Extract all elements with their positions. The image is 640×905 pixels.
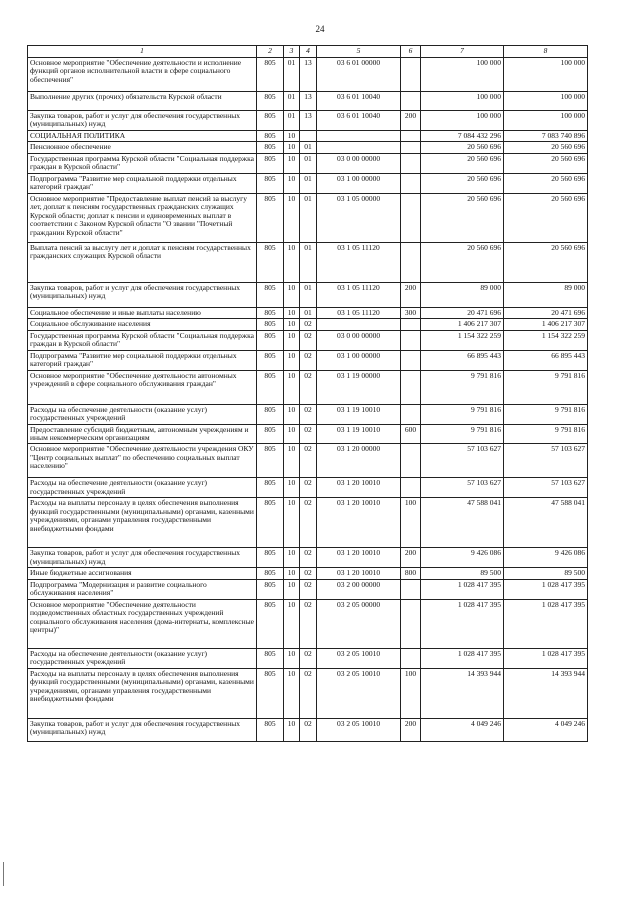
cell-name: Иные бюджетные ассигнования <box>28 568 257 579</box>
cell-name: Социальное обслуживание населения <box>28 319 257 330</box>
cell-target: 03 0 00 00000 <box>317 330 401 350</box>
cell-sum2: 100 000 <box>504 58 588 92</box>
cell-ministry: 805 <box>257 548 284 568</box>
table-row <box>28 548 588 568</box>
header-cell: 3 <box>284 46 300 58</box>
cell-section: 10 <box>284 718 300 741</box>
cell-sum1: 1 406 217 307 <box>421 319 504 330</box>
cell-sum1: 89 500 <box>421 568 504 579</box>
cell-vr <box>401 370 421 404</box>
cell-sum2: 9 791 816 <box>504 370 588 404</box>
cell-name: Закупка товаров, работ и услуг для обеспечения государственных (муниципальных) нужд <box>28 718 257 741</box>
cell-name: Основное мероприятие "Обеспечение деятельности автономных учреждений в сфере социального обслуживания граждан" <box>28 370 257 404</box>
cell-vr <box>401 330 421 350</box>
table-row <box>28 319 588 330</box>
cell-name: Расходы на выплаты персоналу в целях обеспечения выполнения функций государственными (муниципальными) органами, казенными учреждениями, органами управления государственными внебюджетными фондами <box>28 668 257 718</box>
cell-subsection: 02 <box>300 444 317 478</box>
cell-ministry: 805 <box>257 330 284 350</box>
cell-ministry: 805 <box>257 153 284 173</box>
table-row <box>28 153 588 173</box>
cell-ministry: 805 <box>257 130 284 141</box>
cell-vr: 200 <box>401 718 421 741</box>
cell-subsection: 01 <box>300 142 317 153</box>
cell-name: Расходы на обеспечение деятельности (оказание услуг) государственных учреждений <box>28 478 257 498</box>
cell-vr <box>401 142 421 153</box>
cell-sum2: 100 000 <box>504 111 588 131</box>
cell-name: Подпрограмма "Развитие мер социальной поддержки отдельных категорий граждан" <box>28 350 257 370</box>
cell-section: 10 <box>284 142 300 153</box>
cell-vr: 200 <box>401 548 421 568</box>
cell-section: 10 <box>284 444 300 478</box>
header-cell: 6 <box>401 46 421 58</box>
cell-sum2: 1 028 417 395 <box>504 648 588 668</box>
cell-name: Пенсионное обеспечение <box>28 142 257 153</box>
cell-ministry: 805 <box>257 193 284 242</box>
cell-sum2: 57 103 627 <box>504 478 588 498</box>
cell-vr: 100 <box>401 498 421 548</box>
cell-ministry: 805 <box>257 498 284 548</box>
cell-target: 03 2 00 00000 <box>317 579 401 599</box>
cell-target: 03 1 20 10010 <box>317 568 401 579</box>
cell-sum1: 57 103 627 <box>421 478 504 498</box>
cell-subsection: 13 <box>300 58 317 92</box>
cell-subsection <box>300 130 317 141</box>
cell-sum2: 100 000 <box>504 92 588 111</box>
table-row <box>28 579 588 599</box>
cell-section: 10 <box>284 668 300 718</box>
cell-section: 10 <box>284 568 300 579</box>
cell-sum2: 20 560 696 <box>504 153 588 173</box>
cell-section: 10 <box>284 424 300 444</box>
cell-sum2: 1 154 322 259 <box>504 330 588 350</box>
cell-target: 03 1 00 00000 <box>317 350 401 370</box>
cell-target: 03 6 01 10040 <box>317 111 401 131</box>
cell-target: 03 1 00 00000 <box>317 173 401 193</box>
scan-mark <box>3 862 4 886</box>
cell-sum2: 1 028 417 395 <box>504 579 588 599</box>
cell-subsection: 01 <box>300 242 317 282</box>
cell-subsection: 02 <box>300 579 317 599</box>
cell-target: 03 1 05 11120 <box>317 282 401 307</box>
cell-name: Предоставление субсидий бюджетным, автономным учреждениям и иным некоммерческим организациям <box>28 424 257 444</box>
cell-subsection: 02 <box>300 330 317 350</box>
cell-vr: 200 <box>401 282 421 307</box>
cell-subsection: 13 <box>300 92 317 111</box>
cell-sum1: 1 028 417 395 <box>421 648 504 668</box>
cell-target: 03 1 20 10010 <box>317 548 401 568</box>
cell-subsection: 02 <box>300 478 317 498</box>
cell-sum1: 9 791 816 <box>421 424 504 444</box>
cell-target: 03 1 20 10010 <box>317 498 401 548</box>
header-cell: 8 <box>504 46 588 58</box>
cell-name: Основное мероприятие "Предоставление выплат пенсий за выслугу лет, доплат к пенсиям государственных гражданских служащих Курской области; доплат к пенсии и единовременных выплат в соответствии с Законом Курской области "О звании "Почетный гражданин Курской области" <box>28 193 257 242</box>
cell-target <box>317 142 401 153</box>
cell-target: 03 2 05 00000 <box>317 599 401 648</box>
cell-target: 03 0 00 00000 <box>317 153 401 173</box>
table-row <box>28 173 588 193</box>
cell-section: 10 <box>284 404 300 424</box>
cell-sum2: 1 028 417 395 <box>504 599 588 648</box>
cell-sum2: 20 471 696 <box>504 307 588 318</box>
cell-subsection: 01 <box>300 173 317 193</box>
cell-subsection: 02 <box>300 668 317 718</box>
cell-subsection: 02 <box>300 350 317 370</box>
cell-section: 10 <box>284 350 300 370</box>
cell-vr <box>401 130 421 141</box>
cell-sum1: 9 791 816 <box>421 370 504 404</box>
cell-sum1: 14 393 944 <box>421 668 504 718</box>
table-row <box>28 648 588 668</box>
cell-section: 10 <box>284 579 300 599</box>
cell-name: Государственная программа Курской области "Социальная поддержка граждан в Курской области" <box>28 330 257 350</box>
cell-section: 10 <box>284 153 300 173</box>
table-row <box>28 668 588 718</box>
cell-name: Закупка товаров, работ и услуг для обеспечения государственных (муниципальных) нужд <box>28 282 257 307</box>
cell-target: 03 6 01 10040 <box>317 92 401 111</box>
cell-target: 03 1 19 10010 <box>317 404 401 424</box>
cell-vr: 100 <box>401 668 421 718</box>
cell-ministry: 805 <box>257 282 284 307</box>
cell-vr <box>401 599 421 648</box>
cell-sum2: 89 500 <box>504 568 588 579</box>
cell-section: 10 <box>284 498 300 548</box>
cell-sum1: 20 560 696 <box>421 153 504 173</box>
cell-target <box>317 319 401 330</box>
cell-subsection: 01 <box>300 193 317 242</box>
cell-section: 10 <box>284 242 300 282</box>
cell-subsection: 02 <box>300 648 317 668</box>
cell-sum1: 9 791 816 <box>421 404 504 424</box>
header-cell: 2 <box>257 46 284 58</box>
cell-ministry: 805 <box>257 648 284 668</box>
table-row <box>28 478 588 498</box>
cell-sum1: 4 049 246 <box>421 718 504 741</box>
header-cell: 7 <box>421 46 504 58</box>
cell-ministry: 805 <box>257 242 284 282</box>
cell-sum1: 1 028 417 395 <box>421 579 504 599</box>
cell-section: 10 <box>284 330 300 350</box>
cell-sum1: 1 154 322 259 <box>421 330 504 350</box>
cell-section: 10 <box>284 599 300 648</box>
cell-section: 01 <box>284 111 300 131</box>
cell-vr <box>401 58 421 92</box>
cell-sum1: 89 000 <box>421 282 504 307</box>
cell-ministry: 805 <box>257 668 284 718</box>
cell-name: Закупка товаров, работ и услуг для обеспечения государственных (муниципальных) нужд <box>28 548 257 568</box>
cell-ministry: 805 <box>257 92 284 111</box>
cell-sum1: 20 560 696 <box>421 173 504 193</box>
cell-subsection: 02 <box>300 404 317 424</box>
cell-sum1: 66 895 443 <box>421 350 504 370</box>
cell-section: 10 <box>284 173 300 193</box>
cell-section: 10 <box>284 478 300 498</box>
cell-vr <box>401 444 421 478</box>
table-row <box>28 718 588 741</box>
cell-name: Закупка товаров, работ и услуг для обеспечения государственных (муниципальных) нужд <box>28 111 257 131</box>
table-row <box>28 193 588 242</box>
cell-target: 03 1 05 11120 <box>317 242 401 282</box>
header-cell: 5 <box>317 46 401 58</box>
cell-name: Основное мероприятие "Обеспечение деятельности и исполнение функций органов исполнительной власти в сфере социального обеспечения" <box>28 58 257 92</box>
cell-subsection: 02 <box>300 599 317 648</box>
cell-sum1: 20 471 696 <box>421 307 504 318</box>
cell-ministry: 805 <box>257 307 284 318</box>
cell-subsection: 02 <box>300 370 317 404</box>
cell-target: 03 1 20 00000 <box>317 444 401 478</box>
cell-sum2: 4 049 246 <box>504 718 588 741</box>
cell-sum2: 1 406 217 307 <box>504 319 588 330</box>
cell-ministry: 805 <box>257 350 284 370</box>
cell-target <box>317 130 401 141</box>
cell-section: 01 <box>284 58 300 92</box>
cell-vr <box>401 478 421 498</box>
cell-target: 03 2 05 10010 <box>317 648 401 668</box>
table-row <box>28 330 588 350</box>
cell-sum1: 20 560 696 <box>421 142 504 153</box>
cell-ministry: 805 <box>257 444 284 478</box>
table-row <box>28 242 588 282</box>
cell-ministry: 805 <box>257 111 284 131</box>
table-row <box>28 444 588 478</box>
cell-section: 10 <box>284 282 300 307</box>
cell-name: Выплата пенсий за выслугу лет и доплат к пенсиям государственных гражданских служащих Курской области <box>28 242 257 282</box>
cell-vr <box>401 193 421 242</box>
cell-vr <box>401 648 421 668</box>
cell-section: 10 <box>284 193 300 242</box>
cell-vr: 200 <box>401 111 421 131</box>
cell-vr <box>401 242 421 282</box>
cell-name: Подпрограмма "Модернизация и развитие социального обслуживания населения" <box>28 579 257 599</box>
cell-sum1: 100 000 <box>421 111 504 131</box>
cell-sum2: 9 791 816 <box>504 404 588 424</box>
cell-target: 03 1 19 00000 <box>317 370 401 404</box>
header-cell: 4 <box>300 46 317 58</box>
cell-vr <box>401 173 421 193</box>
cell-name: Расходы на обеспечение деятельности (оказание услуг) государственных учреждений <box>28 404 257 424</box>
table-row <box>28 282 588 307</box>
table-row <box>28 568 588 579</box>
budget-table <box>27 45 588 742</box>
cell-target: 03 2 05 10010 <box>317 718 401 741</box>
cell-sum2: 57 103 627 <box>504 444 588 478</box>
cell-subsection: 13 <box>300 111 317 131</box>
cell-sum2: 47 588 041 <box>504 498 588 548</box>
table-row <box>28 404 588 424</box>
cell-sum2: 9 791 816 <box>504 424 588 444</box>
cell-sum2: 7 083 740 896 <box>504 130 588 141</box>
cell-vr <box>401 319 421 330</box>
cell-name: Выполнение других (прочих) обязательств Курской области <box>28 92 257 111</box>
cell-sum2: 20 560 696 <box>504 242 588 282</box>
cell-vr <box>401 404 421 424</box>
cell-subsection: 01 <box>300 153 317 173</box>
cell-vr <box>401 153 421 173</box>
cell-sum2: 20 560 696 <box>504 173 588 193</box>
cell-subsection: 02 <box>300 498 317 548</box>
table-row <box>28 307 588 318</box>
cell-vr <box>401 92 421 111</box>
cell-target: 03 1 05 00000 <box>317 193 401 242</box>
cell-vr <box>401 350 421 370</box>
cell-vr: 800 <box>401 568 421 579</box>
cell-target: 03 1 20 10010 <box>317 478 401 498</box>
table-row <box>28 130 588 141</box>
cell-sum1: 20 560 696 <box>421 242 504 282</box>
column-number-header <box>28 46 588 58</box>
cell-subsection: 02 <box>300 319 317 330</box>
cell-target: 03 2 05 10010 <box>317 668 401 718</box>
cell-name: Расходы на выплаты персоналу в целях обеспечения выполнения функций государственными (муниципальными) органами, казенными учреждениями, органами управления государственными внебюджетными фондами <box>28 498 257 548</box>
cell-sum1: 9 426 086 <box>421 548 504 568</box>
cell-ministry: 805 <box>257 319 284 330</box>
cell-sum2: 20 560 696 <box>504 142 588 153</box>
table-row <box>28 58 588 92</box>
table-row <box>28 498 588 548</box>
cell-name: Основное мероприятие "Обеспечение деятельности учреждения ОКУ "Центр социальных выплат" по обеспечению социальных выплат населению" <box>28 444 257 478</box>
cell-subsection: 02 <box>300 568 317 579</box>
cell-subsection: 02 <box>300 424 317 444</box>
cell-target: 03 6 01 00000 <box>317 58 401 92</box>
cell-name: СОЦИАЛЬНАЯ ПОЛИТИКА <box>28 130 257 141</box>
cell-section: 10 <box>284 548 300 568</box>
cell-sum2: 14 393 944 <box>504 668 588 718</box>
cell-section: 10 <box>284 370 300 404</box>
table-row <box>28 599 588 648</box>
cell-section: 10 <box>284 319 300 330</box>
cell-section: 10 <box>284 307 300 318</box>
table-row <box>28 92 588 111</box>
cell-sum2: 9 426 086 <box>504 548 588 568</box>
cell-ministry: 805 <box>257 579 284 599</box>
cell-ministry: 805 <box>257 404 284 424</box>
cell-section: 10 <box>284 130 300 141</box>
cell-subsection: 01 <box>300 307 317 318</box>
cell-vr: 300 <box>401 307 421 318</box>
header-cell: 1 <box>28 46 257 58</box>
cell-ministry: 805 <box>257 424 284 444</box>
cell-sum1: 100 000 <box>421 58 504 92</box>
cell-vr: 600 <box>401 424 421 444</box>
cell-ministry: 805 <box>257 142 284 153</box>
cell-name: Социальное обеспечение и иные выплаты населению <box>28 307 257 318</box>
table-row <box>28 370 588 404</box>
cell-name: Подпрограмма "Развитие мер социальной поддержки отдельных категорий граждан" <box>28 173 257 193</box>
cell-ministry: 805 <box>257 478 284 498</box>
cell-subsection: 02 <box>300 548 317 568</box>
cell-section: 10 <box>284 648 300 668</box>
cell-ministry: 805 <box>257 58 284 92</box>
cell-sum2: 20 560 696 <box>504 193 588 242</box>
table-row <box>28 142 588 153</box>
cell-sum1: 47 588 041 <box>421 498 504 548</box>
cell-ministry: 805 <box>257 568 284 579</box>
cell-sum2: 66 895 443 <box>504 350 588 370</box>
cell-subsection: 01 <box>300 282 317 307</box>
table-row <box>28 350 588 370</box>
cell-section: 01 <box>284 92 300 111</box>
table-row <box>28 111 588 131</box>
page-number: 24 <box>315 24 325 34</box>
cell-subsection: 02 <box>300 718 317 741</box>
cell-sum1: 100 000 <box>421 92 504 111</box>
cell-target: 03 1 19 10010 <box>317 424 401 444</box>
cell-sum1: 57 103 627 <box>421 444 504 478</box>
cell-ministry: 805 <box>257 599 284 648</box>
cell-ministry: 805 <box>257 173 284 193</box>
cell-sum2: 89 000 <box>504 282 588 307</box>
table-row <box>28 424 588 444</box>
cell-sum1: 1 028 417 395 <box>421 599 504 648</box>
cell-name: Государственная программа Курской области "Социальная поддержка граждан в Курской области" <box>28 153 257 173</box>
cell-target: 03 1 05 11120 <box>317 307 401 318</box>
cell-vr <box>401 579 421 599</box>
cell-name: Расходы на обеспечение деятельности (оказание услуг) государственных учреждений <box>28 648 257 668</box>
cell-sum1: 20 560 696 <box>421 193 504 242</box>
table-body <box>28 46 588 742</box>
cell-sum1: 7 084 432 296 <box>421 130 504 141</box>
cell-ministry: 805 <box>257 718 284 741</box>
cell-name: Основное мероприятие "Обеспечение деятельности подведомственных областных государственных учреждений социального обслуживания населения (дома-интернаты, комплексные центры)" <box>28 599 257 648</box>
cell-ministry: 805 <box>257 370 284 404</box>
